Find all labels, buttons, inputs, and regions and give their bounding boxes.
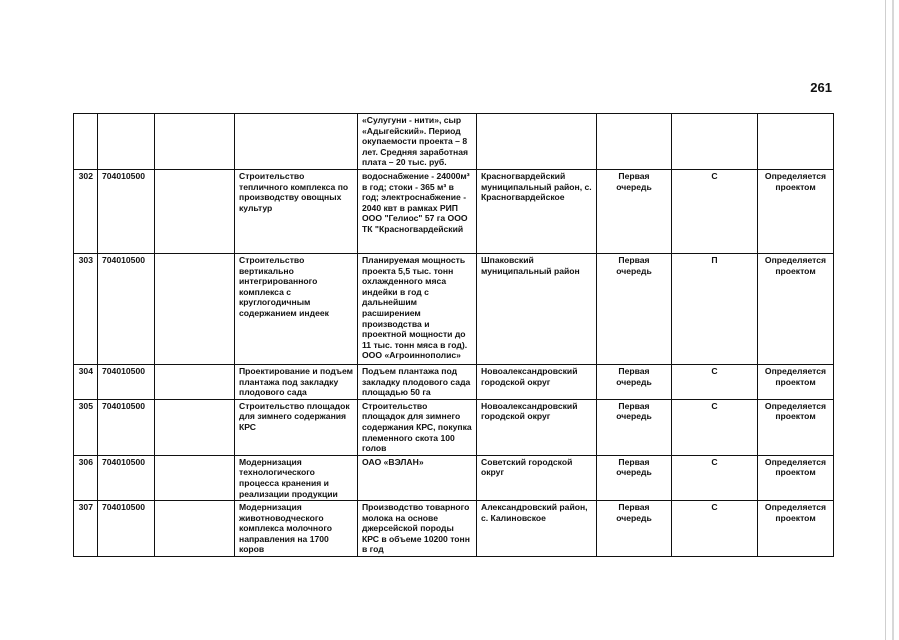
scan-edge-shadow — [892, 0, 894, 640]
row-number-cell: 303 — [74, 253, 98, 364]
stage-cell: Первая очередь — [597, 399, 672, 455]
cost-cell — [758, 114, 834, 170]
type-cell: С — [672, 364, 758, 399]
table-row — [74, 169, 834, 253]
blank-cell — [155, 399, 235, 455]
project-details-cell: «Сулугуни - нити», сыр «Адыгейский». Период окупаемости проекта – 8 лет. Средняя заработная плата – 20 тыс. руб. — [358, 114, 477, 170]
blank-cell — [155, 169, 235, 253]
table-row — [74, 399, 834, 455]
cost-cell: Определяется проектом — [758, 399, 834, 455]
table-row — [74, 364, 834, 399]
project-name-cell: Строительство тепличного комплекса по производству овощных культур — [235, 169, 358, 253]
blank-cell — [155, 455, 235, 500]
location-cell: Красногвардейский муниципальный район, с. Красногвардейское — [477, 169, 597, 253]
code-cell: 704010500 — [98, 364, 155, 399]
cost-cell: Определяется проектом — [758, 169, 834, 253]
project-details-cell: водоснабжение - 24000м³ в год; стоки - 365 м³ в год; электроснабжение - 2040 квт в рамках РИП ООО "Гелиос" 57 га ООО ТК "Красногвардейский — [358, 169, 477, 253]
location-cell: Александровский район, с. Калиновское — [477, 501, 597, 557]
type-cell: С — [672, 169, 758, 253]
project-details-cell: Строительство площадок для зимнего содержания КРС, покупка племенного скота 100 голов — [358, 399, 477, 455]
blank-cell — [155, 501, 235, 557]
stage-cell: Первая очередь — [597, 364, 672, 399]
blank-cell — [155, 364, 235, 399]
stage-cell: Первая очередь — [597, 455, 672, 500]
code-cell: 704010500 — [98, 455, 155, 500]
cost-cell: Определяется проектом — [758, 253, 834, 364]
row-number-cell: 307 — [74, 501, 98, 557]
code-cell: 704010500 — [98, 169, 155, 253]
project-details-cell: Планируемая мощность проекта 5,5 тыс. тонн охлажденного мяса индейки в год с дальнейшим расширением производства и проектной мощности до 11 тыс. тонн мяса в год). ООО «Агроиннополис» — [358, 253, 477, 364]
location-cell: Новоалександровский городской округ — [477, 364, 597, 399]
project-name-cell: Строительство площадок для зимнего содержания КРС — [235, 399, 358, 455]
cost-cell: Определяется проектом — [758, 501, 834, 557]
cost-cell: Определяется проектом — [758, 364, 834, 399]
code-cell: 704010500 — [98, 253, 155, 364]
project-name-cell — [235, 114, 358, 170]
type-cell: С — [672, 501, 758, 557]
investment-projects-table — [73, 113, 834, 557]
row-number-cell: 306 — [74, 455, 98, 500]
type-cell — [672, 114, 758, 170]
blank-cell — [155, 114, 235, 170]
project-name-cell: Проектирование и подъем плантажа под закладку плодового сада — [235, 364, 358, 399]
stage-cell: Первая очередь — [597, 253, 672, 364]
code-cell: 704010500 — [98, 501, 155, 557]
stage-cell — [597, 114, 672, 170]
table-row — [74, 253, 834, 364]
row-number-cell: 302 — [74, 169, 98, 253]
row-number-cell: 304 — [74, 364, 98, 399]
project-name-cell: Модернизация технологического процесса кранения и реализации продукции — [235, 455, 358, 500]
stage-cell: Первая очередь — [597, 169, 672, 253]
type-cell: С — [672, 399, 758, 455]
project-name-cell: Строительство вертикально интегрированного комплекса с круглогодичным содержанием индеек — [235, 253, 358, 364]
blank-cell — [155, 253, 235, 364]
code-cell — [98, 114, 155, 170]
project-details-cell: Подъем плантажа под закладку плодового сада площадью 50 га — [358, 364, 477, 399]
location-cell — [477, 114, 597, 170]
row-number-cell — [74, 114, 98, 170]
table-row — [74, 501, 834, 557]
type-cell: С — [672, 455, 758, 500]
project-name-cell: Модернизация животноводческого комплекса молочного направления на 1700 коров — [235, 501, 358, 557]
table-row-continuation — [74, 114, 834, 170]
row-number-cell: 305 — [74, 399, 98, 455]
table-row — [74, 455, 834, 500]
project-details-cell: Производство товарного молока на основе джерсейской породы КРС в объеме 10200 тонн в год — [358, 501, 477, 557]
stage-cell: Первая очередь — [597, 501, 672, 557]
location-cell: Советский городской округ — [477, 455, 597, 500]
scan-edge-line — [885, 0, 886, 640]
page-number: 261 — [810, 80, 832, 95]
project-details-cell: ОАО «ВЭЛАН» — [358, 455, 477, 500]
location-cell: Шпаковский муниципальный район — [477, 253, 597, 364]
type-cell: П — [672, 253, 758, 364]
code-cell: 704010500 — [98, 399, 155, 455]
location-cell: Новоалександровский городской округ — [477, 399, 597, 455]
cost-cell: Определяется проектом — [758, 455, 834, 500]
